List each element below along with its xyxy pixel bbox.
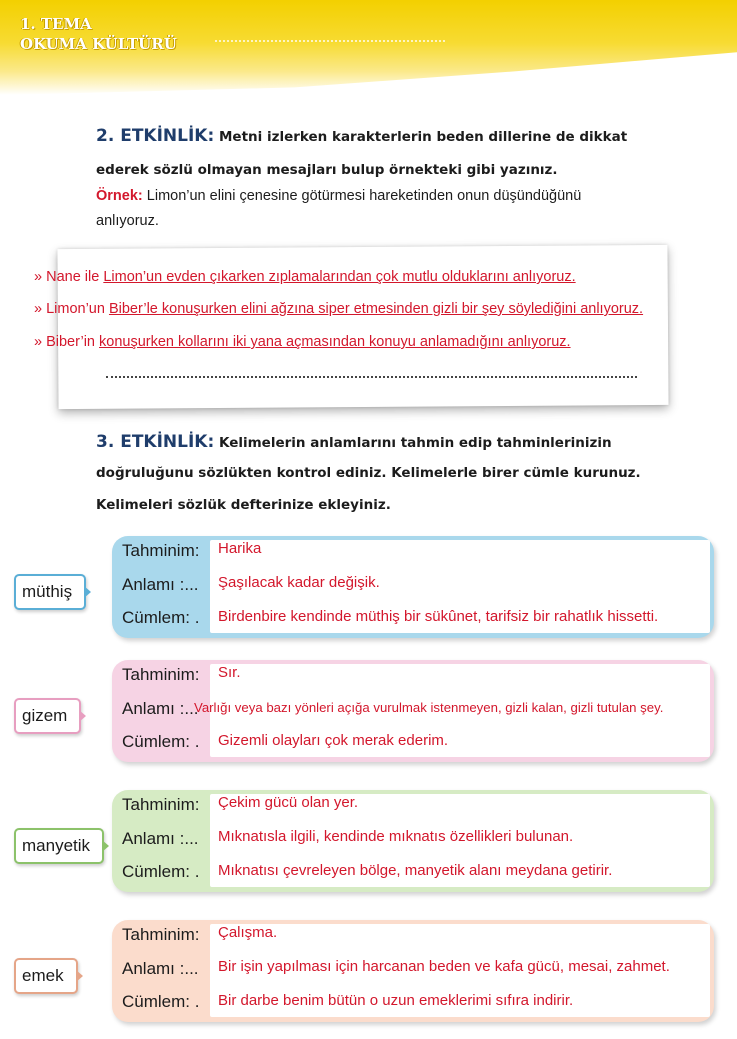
word-tag: gizem xyxy=(14,698,81,734)
activity3-instruction-line1: 3. ETKİNLİK: Kelimelerin anlamlarını tahmin edip tahminlerinizin xyxy=(96,432,612,452)
meaning-label: Anlamı :... xyxy=(122,829,199,848)
word-tag: müthiş xyxy=(14,574,86,610)
theme-number: 1. TEMA xyxy=(20,15,92,33)
activity2-example-line2: anlıyoruz. xyxy=(96,213,159,229)
meaning-label: Anlamı :... xyxy=(122,575,199,594)
meaning-answer[interactable]: Varlığı veya bazı yönleri açığa vurulmak istenmeyen, gizli kalan, gizli tutulan şey. xyxy=(194,700,664,715)
activity3-instruction-line2: doğruluğunu sözlükten kontrol ediniz. Kelimelerle birer cümle kurunuz. xyxy=(96,465,641,481)
meaning-answer[interactable]: Şaşılacak kadar değişik. xyxy=(218,574,380,591)
sentence-answer[interactable]: Birdenbire kendinde müthiş bir sükûnet, tarifsiz bir rahatlık hissetti. xyxy=(218,608,659,625)
word-tag: manyetik xyxy=(14,828,104,864)
guess-label: Tahminim: xyxy=(122,665,200,684)
activity3-number: 3. ETKİNLİK: xyxy=(96,432,215,452)
activity2-instruction-line2: ederek sözlü olmayan mesajları bulup örnekteki gibi yazınız. xyxy=(96,162,558,178)
activity2-instruction-line1: 2. ETKİNLİK: Metni izlerken karakterlerin beden dillerine de dikkat xyxy=(96,126,628,146)
meaning-label: Anlamı :... xyxy=(122,959,199,978)
word-tag: emek xyxy=(14,958,78,994)
guess-answer[interactable]: Çekim gücü olan yer. xyxy=(218,794,359,811)
meaning-label: Anlamı :... xyxy=(122,699,199,718)
sentence-label: Cümlem: . xyxy=(122,608,200,627)
sentence-label: Cümlem: . xyxy=(122,862,200,881)
sentence-answer[interactable]: Gizemli olayları çok merak ederim. xyxy=(218,732,449,749)
guess-answer[interactable]: Harika xyxy=(218,540,262,557)
word-card-2 xyxy=(112,790,714,892)
answer-line-3[interactable]: » Biber’in konuşurken kollarını iki yana açmasından konuyu anlamadığını anlıyoruz. xyxy=(34,334,571,350)
theme-title xyxy=(20,14,177,54)
word-card-0 xyxy=(112,536,714,638)
meaning-answer[interactable]: Mıknatısla ilgili, kendinde mıknatıs özellikleri bulunan. xyxy=(218,828,574,845)
word-card-1 xyxy=(112,660,714,762)
sentence-label: Cümlem: . xyxy=(122,992,200,1011)
sentence-answer[interactable]: Mıknatısı çevreleyen bölge, manyetik alanı meydana getirir. xyxy=(218,862,613,879)
header-decoration xyxy=(215,40,445,46)
guess-label: Tahminim: xyxy=(122,925,200,944)
example-label: Örnek: xyxy=(96,188,143,204)
empty-answer-line[interactable] xyxy=(106,376,637,378)
sentence-answer[interactable]: Bir darbe benim bütün o uzun emeklerimi sıfıra indirir. xyxy=(218,992,574,1009)
guess-label: Tahminim: xyxy=(122,541,200,560)
guess-answer[interactable]: Sır. xyxy=(218,664,241,681)
activity2-example-line1: Örnek: Limon’un elini çenesine götürmesi hareketinden onun düşündüğünü xyxy=(96,188,582,204)
answer-line-2[interactable]: » Limon’un Biber’le konuşurken elini ağzına siper etmesinden gizli bir şey söylediğini anlıyoruz. xyxy=(34,301,644,317)
theme-name: OKUMA KÜLTÜRÜ xyxy=(20,35,177,53)
sentence-label: Cümlem: . xyxy=(122,732,200,751)
answer-line-1[interactable]: » Nane ile Limon’un evden çıkarken zıplamalarından çok mutlu olduklarını anlıyoruz. xyxy=(34,269,576,285)
activity2-number: 2. ETKİNLİK: xyxy=(96,126,215,146)
guess-answer[interactable]: Çalışma. xyxy=(218,924,278,941)
word-card-3 xyxy=(112,920,714,1022)
guess-label: Tahminim: xyxy=(122,795,200,814)
activity3-instruction-line3: Kelimeleri sözlük defterinize ekleyiniz. xyxy=(96,497,391,513)
meaning-answer[interactable]: Bir işin yapılması için harcanan beden ve kafa gücü, mesai, zahmet. xyxy=(218,958,670,975)
